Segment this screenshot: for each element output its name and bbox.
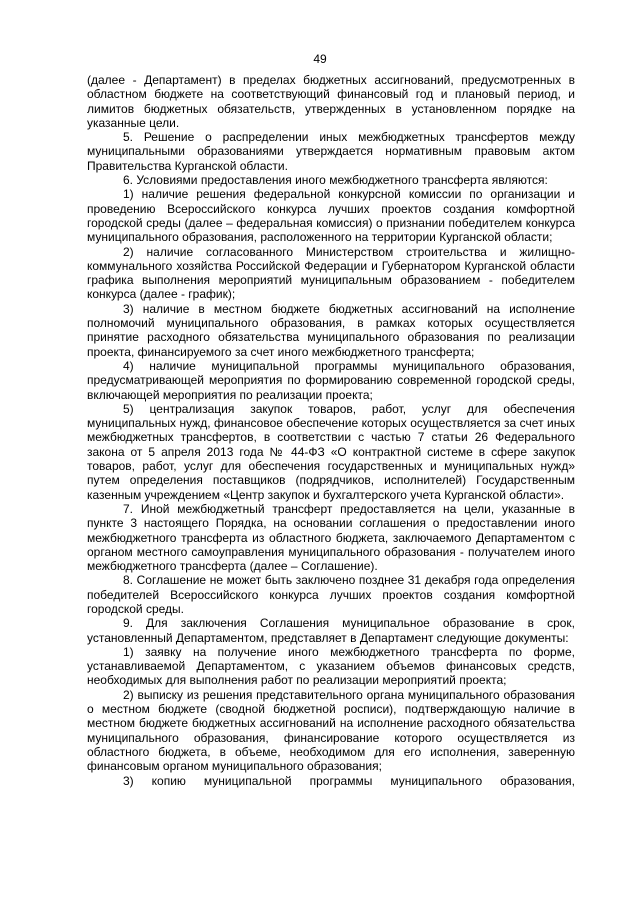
page-number: 49 [313,52,327,66]
paragraph-continuation: (далее - Департамент) в пределах бюджетных ассигнований, предусмотренных в областном бюджете на соответствующий финансовый год и плановый период, и лимитов бюджетных обязательств, утвержденных в установленном порядке на указанные цели. [87,73,575,130]
paragraph-item-9: 9. Для заключения Соглашения муниципальное образование в срок, установленный Департаментом, представляет в Департамент следующие документы: [87,616,575,645]
paragraph-subitem-6-5: 5) централизация закупок товаров, работ, услуг для обеспечения муниципальных нужд, финансовое обеспечение которых осуществляется за счет иных межбюджетных трансфертов, в соответствии с частью 7 статьи 26 Федерального закона от 5 апреля 2013 года № 44-ФЗ «О контрактной системе в сфере закупок товаров, работ, услуг для обеспечения государственных и муниципальных нужд» путем определения поставщиков (подрядчиков, исполнителей) Государственным казенным учреждением «Центр закупок и бухгалтерского учета Курганской области». [87,401,575,502]
paragraph-item-6: 6. Условиями предоставления иного межбюджетного трансферта являются: [123,173,548,188]
document-body [87,73,575,788]
paragraph-subitem-9-1: 1) заявку на получение иного межбюджетного трансферта по форме, устанавливаемой Департаментом, с указанием объемов финансовых средств, необходимых для выполнения работ по реализации мероприятий проекта; [87,644,575,688]
paragraph-subitem-6-3: 3) наличие в местном бюджете бюджетных ассигнований на исполнение полномочий муниципального образования, в рамках которых осуществляется принятие расходного обязательства муниципального образования по реализации проекта, финансируемого за счет иного межбюджетного трансферта; [87,301,575,359]
paragraph-subitem-9-2: 2) выписку из решения представительного органа муниципального образования о местном бюджете (сводной бюджетной росписи), подтверждающую наличие в местном бюджете бюджетных ассигнований на исполнение расходного обязательства муниципального образования, финансирование которого осуществляется из областного бюджета, в объеме, необходимом для его исполнения, заверенную финансовым органом муниципального образования; [87,687,575,774]
paragraph-subitem-6-2: 2) наличие согласованного Министерством строительства и жилищно-коммунального хозяйства Российской Федерации и Губернатором Курганской области графика выполнения мероприятий муниципальным образованием - победителем конкурса (далее - график); [87,244,575,302]
paragraph-item-5: 5. Решение о распределении иных межбюджетных трансфертов между муниципальными образованиями утверждается нормативным правовым актом Правительства Курганской области. [87,130,575,173]
paragraph-subitem-6-4: 4) наличие муниципальной программы муниципального образования, предусматривающей мероприятия по формированию современной городской среды, включающей мероприятия по реализации проекта; [87,358,575,402]
paragraph-item-8: 8. Соглашение не может быть заключено позднее 31 декабря года определения победителей Всероссийского конкурса лучших проектов создания комфортной городской среды. [87,573,575,616]
paragraph-subitem-9-3: 3) копию муниципальной программы муниципального образования, [123,773,575,788]
paragraph-subitem-6-1: 1) наличие решения федеральной конкурсной комиссии по организации и проведению Всероссийского конкурса лучших проектов создания комфортной городской среды (далее – федеральная комиссия) о признании победителем конкурса муниципального образования, расположенного на территории Курганской области; [87,187,575,245]
paragraph-item-7: 7. Иной межбюджетный трансферт предоставляется на цели, указанные в пункте 3 настоящего Порядка, на основании соглашения о предоставлении иного межбюджетного трансферта из областного бюджета, заключаемого Департаментом с органом местного самоуправления муниципального образования - получателем иного межбюджетного трансферта (далее – Соглашение). [87,501,575,574]
